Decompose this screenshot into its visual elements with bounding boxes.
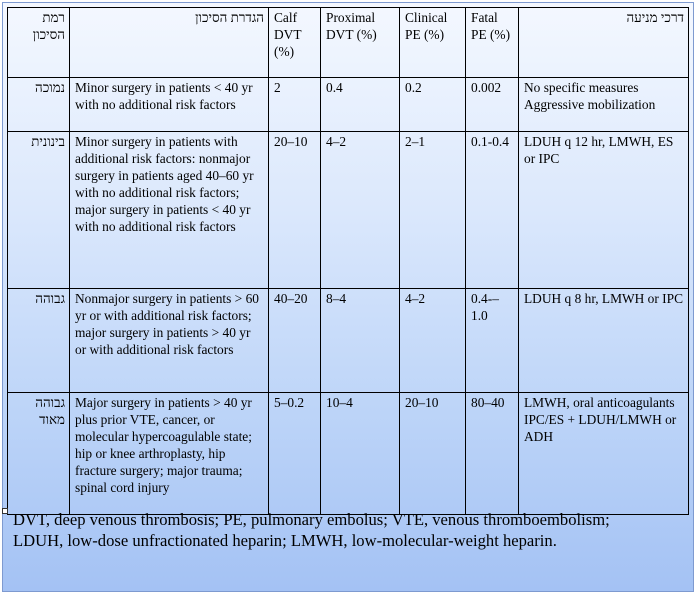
clinical-pe-cell: 0.2 — [400, 78, 466, 132]
header-definition: הגדרת הסיכון — [70, 8, 269, 78]
prevention-cell: LMWH, oral anticoagulants IPC/ES + LDUH/LMWH or ADH — [519, 393, 689, 515]
header-prevention: דרכי מניעה — [519, 8, 689, 78]
clinical-pe-cell: 20–10 — [400, 393, 466, 515]
proximal-dvt-cell: 0.4 — [321, 78, 400, 132]
header-proximal-dvt: Proximal DVT (%) — [321, 8, 400, 78]
fatal-pe-cell: 80–40 — [466, 393, 519, 515]
selection-handle[interactable] — [2, 508, 8, 514]
header-risk-level: רמת הסיכון — [8, 8, 70, 78]
table-row — [8, 289, 689, 393]
definition-cell: Minor surgery in patients < 40 yr with no additional risk factors — [70, 78, 269, 132]
fatal-pe-cell: 0.002 — [466, 78, 519, 132]
calf-dvt-cell: 20–10 — [269, 132, 321, 289]
table-row — [8, 132, 689, 289]
table-row — [8, 78, 689, 132]
table-row — [8, 393, 689, 515]
prevention-cell: No specific measures Aggressive mobilization — [519, 78, 689, 132]
definition-cell: Minor surgery in patients with additional risk factors: nonmajor surgery in patients aged 40–60 yr with no additional risk factors; major surgery in patients < 40 yr with no additional risk factors — [70, 132, 269, 289]
proximal-dvt-cell: 8–4 — [321, 289, 400, 393]
risk-level-cell: נמוכה — [8, 78, 70, 132]
clinical-pe-cell: 4–2 — [400, 289, 466, 393]
definition-cell: Major surgery in patients > 40 yr plus prior VTE, cancer, or molecular hypercoagulable state; hip or knee arthroplasty, hip fracture surgery; major trauma; spinal cord injury — [70, 393, 269, 515]
proximal-dvt-cell: 10–4 — [321, 393, 400, 515]
fatal-pe-cell: 0.4-–1.0 — [466, 289, 519, 393]
risk-level-cell: בינונית — [8, 132, 70, 289]
slide-frame — [2, 2, 694, 592]
calf-dvt-cell: 2 — [269, 78, 321, 132]
definition-cell: Nonmajor surgery in patients > 60 yr or with additional risk factors; major surgery in patients > 40 yr or with additional risk factors — [70, 289, 269, 393]
calf-dvt-cell: 40–20 — [269, 289, 321, 393]
footnote-abbreviations: DVT, deep venous thrombosis; PE, pulmonary embolus; VTE, venous thromboembolism; LDUH, low-dose unfractionated heparin; LMWH, low-molecular-weight heparin. — [13, 510, 610, 550]
risk-level-cell: גבוהה — [8, 289, 70, 393]
clinical-pe-cell: 2–1 — [400, 132, 466, 289]
header-fatal-pe: Fatal PE (%) — [466, 8, 519, 78]
risk-table — [7, 7, 689, 515]
header-clinical-pe: Clinical PE (%) — [400, 8, 466, 78]
header-calf-dvt: Calf DVT (%) — [269, 8, 321, 78]
table-header-row — [8, 8, 689, 78]
prevention-cell: LDUH q 8 hr, LMWH or IPC — [519, 289, 689, 393]
proximal-dvt-cell: 4–2 — [321, 132, 400, 289]
prevention-cell: LDUH q 12 hr, LMWH, ES or IPC — [519, 132, 689, 289]
fatal-pe-cell: 0.1-0.4 — [466, 132, 519, 289]
risk-level-cell: גבוהה מאוד — [8, 393, 70, 515]
calf-dvt-cell: 5–0.2 — [269, 393, 321, 515]
